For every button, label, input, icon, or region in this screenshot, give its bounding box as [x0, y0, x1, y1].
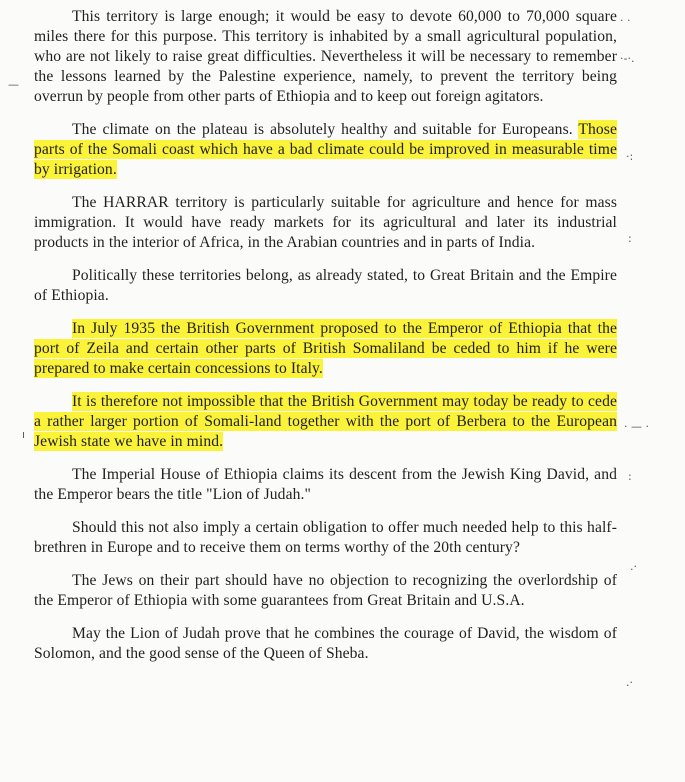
scan-speck: —	[8, 78, 19, 91]
paragraph-obligation	[34, 518, 617, 558]
paragraph-overlordship	[34, 571, 617, 611]
text-segment: Politically these territories belong, as already stated, to Great Britain and the Empire of Ethiopia.	[34, 267, 617, 304]
paragraph-politics	[34, 266, 617, 306]
paragraph-july-1935	[34, 319, 617, 379]
text-segment: This territory is large enough; it would be easy to devote 60,000 to 70,000 square miles there for this purpose. This territory is inhabited by a small agricultural population, who are not likely to raise great difficulties. Nevertheless it will be necessary to remember the lessons learned by the Palestine experience, namely, to prevent the territory being overrun by people from other parts of Ethiopia and to keep out foreign agitators.	[34, 8, 617, 105]
scan-speck: :	[628, 470, 632, 483]
text-segment: Should this not also imply a certain obligation to offer much needed help to this half-brethren in Europe and to receive them on terms worthy of the 20th century?	[34, 519, 617, 556]
text-segment: The climate on the plateau is absolutely healthy and suitable for Europeans.	[72, 121, 579, 138]
text-segment: The Jews on their part should have no objection to recognizing the overlordship of the Emperor of Ethiopia with some guarantees from Great Britain and U.S.A.	[34, 572, 617, 609]
scan-speck: ı	[22, 428, 26, 441]
text-segment: May the Lion of Judah prove that he combines the courage of David, the wisdom of Solomon, and the good sense of the Queen of Sheba.	[34, 625, 617, 662]
paragraph-british-government	[34, 392, 617, 452]
highlighted-text: In July 1935 the British Government proposed to the Emperor of Ethiopia that the port of Zeila and certain other parts of British Somaliland be ceded to him if he were prepared to make certain concessions to Italy.	[34, 320, 617, 377]
paragraph-climate	[34, 120, 617, 180]
scan-speck: · ·	[620, 14, 631, 27]
document-page	[34, 7, 617, 677]
scan-speck: · — ·	[624, 420, 649, 433]
text-segment: The HARRAR territory is particularly suitable for agriculture and hence for mass immigration. It would have ready markets for its agricultural and later its industrial products in the interior of Africa, in the Arabian countries and in parts of India.	[34, 194, 617, 251]
paragraph-imperial-house	[34, 465, 617, 505]
highlighted-text: It is therefore not impossible that the British Government may today be ready to cede a rather larger portion of Somali-land together with the port of Berbera to the European Jewish state we have in mind.	[34, 393, 617, 450]
scan-speck: ·:	[626, 150, 634, 163]
text-segment: The Imperial House of Ethiopia claims its descent from the Jewish King David, and the Emperor bears the title "Lion of Judah."	[34, 466, 617, 503]
scan-speck: .·	[626, 676, 633, 689]
scan-speck: :	[628, 232, 632, 245]
paragraph-lion-of-judah	[34, 624, 617, 664]
scan-speck: ·-·.	[620, 52, 635, 65]
scan-speck: .·	[630, 560, 637, 573]
highlighted-text: Those parts of the Somali coast which have a bad climate could be improved in measurable time by irrigation.	[34, 121, 617, 178]
paragraph-harrar	[34, 193, 617, 253]
paragraph-territory	[34, 7, 617, 107]
